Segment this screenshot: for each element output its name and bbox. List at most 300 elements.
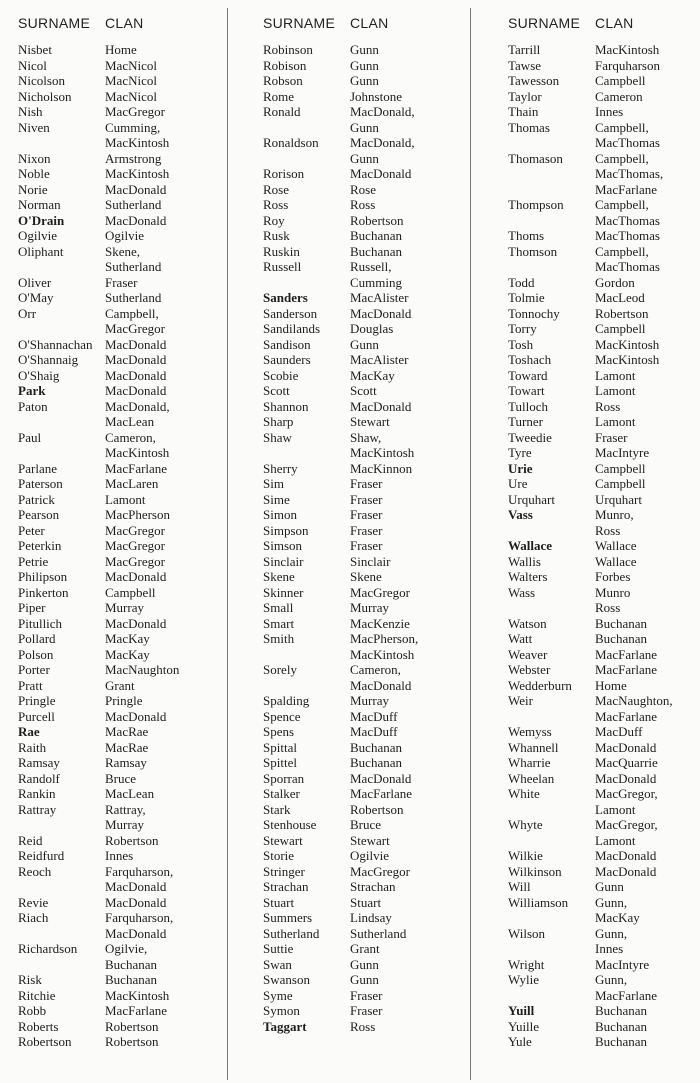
surname-cell: Pringle (18, 693, 56, 708)
clan-cell: MacKay (350, 367, 395, 383)
clan-cell: Strachan (350, 879, 396, 894)
clan-cell: MacAlister (350, 352, 409, 367)
surname-row (508, 445, 698, 461)
surname-row (508, 569, 698, 585)
clan-cell: Armstrong (105, 150, 162, 166)
clan-cell: Campbell, MacThomas, MacFarlane (595, 150, 664, 197)
surname-list (508, 42, 698, 1050)
clan-cell: Innes (105, 848, 134, 863)
clan-cell: MacDonald (105, 367, 167, 383)
surname-cell: Philipson (18, 569, 68, 584)
surname-row (508, 430, 698, 446)
clan-cell: Buchanan (595, 1034, 647, 1049)
surname-row (263, 895, 463, 911)
clan-cell: Murray (105, 600, 144, 615)
surname-row (263, 709, 463, 725)
clan-cell: MacFarlane (105, 460, 168, 476)
surname-row (263, 135, 463, 166)
surname-row (508, 616, 698, 632)
clan-cell: Fraser (595, 429, 628, 445)
clan-cell: Grant (350, 941, 380, 956)
surname-cell: Tweedie (508, 429, 552, 445)
surname-cell: Paton (18, 398, 48, 414)
surname-row (18, 58, 218, 74)
surname-row (18, 197, 218, 213)
surname-row (263, 864, 463, 880)
surname-row (18, 786, 218, 802)
clan-cell: MacDonald (595, 848, 657, 863)
surname-row (18, 461, 218, 477)
surname-cell: Reid (18, 832, 43, 848)
clan-cell: Fraser (350, 507, 383, 522)
surname-row (263, 259, 463, 290)
surname-cell: Summers (263, 910, 313, 925)
clan-cell: MacDonald (105, 181, 167, 197)
clan-cell: MacDonald (595, 739, 657, 755)
clan-cell: Lamont (595, 414, 636, 429)
surname-row (263, 988, 463, 1004)
surname-cell: Spence (263, 708, 301, 724)
clan-cell: MacLaren (105, 476, 159, 491)
surname-cell: Oliver (18, 274, 52, 290)
surname-row (18, 709, 218, 725)
surname-row (508, 244, 698, 275)
surname-row (18, 507, 218, 523)
surname-cell: Pratt (18, 677, 43, 693)
surname-cell: Towart (508, 383, 545, 398)
surname-cell: Ross (263, 197, 289, 212)
surname-row (18, 833, 218, 849)
surname-cell: Spittal (263, 739, 297, 755)
surname-list (263, 42, 463, 1034)
surname-row (18, 430, 218, 461)
clan-cell: MacKay (105, 631, 150, 646)
surname-row (18, 352, 218, 368)
surname-row (508, 879, 698, 895)
surname-row (18, 631, 218, 647)
clan-cell: Ramsay (105, 755, 147, 770)
surname-cell: Spens (263, 724, 295, 739)
clan-cell: MacDonald (350, 770, 412, 786)
clan-cell: Gunn (350, 42, 379, 57)
surname-row (18, 337, 218, 353)
surname-cell: Tarrill (508, 42, 541, 57)
clan-cell: Skene, Sutherland (105, 243, 162, 274)
surname-cell: Rose (263, 181, 289, 197)
clan-cell: MacNaughton (105, 662, 180, 677)
surname-cell: Paul (18, 429, 42, 445)
clan-cell: Russell, Cumming (350, 259, 403, 290)
surname-row (18, 213, 218, 229)
surname-cell: Petrie (18, 553, 49, 569)
surname-row (263, 244, 463, 260)
surname-cell: Stark (263, 801, 291, 817)
surname-cell: O'May (18, 290, 54, 305)
surname-header: SURNAME (18, 15, 91, 31)
clan-cell: MacDonald (105, 383, 167, 398)
surname-cell: Randolf (18, 770, 60, 786)
clan-cell: Sutherland (350, 925, 407, 941)
column-divider (470, 8, 471, 1080)
surname-row (18, 693, 218, 709)
surname-cell: Todd (508, 274, 535, 290)
surname-cell: Paterson (18, 476, 63, 491)
clan-cell: Innes (595, 104, 624, 119)
surname-cell: Parlane (18, 460, 57, 476)
surname-cell: Saunders (263, 352, 311, 367)
surname-cell: Tawesson (508, 73, 560, 88)
surname-cell: Robb (18, 1003, 47, 1018)
surname-cell: Rankin (18, 786, 56, 801)
surname-cell: Wylie (508, 972, 539, 987)
column-header (18, 15, 218, 35)
surname-row (18, 585, 218, 601)
surname-row (263, 368, 463, 384)
clan-cell: MacDonald (350, 305, 412, 321)
clan-cell: Fraser (350, 1003, 383, 1018)
surname-cell: Sherry (263, 460, 298, 476)
surname-row (263, 182, 463, 198)
surname-cell: Will (508, 879, 531, 894)
surname-cell: Nisbet (18, 42, 52, 57)
surname-cell: Spittel (263, 755, 297, 770)
clan-cell: MacFarlane (105, 1003, 168, 1018)
clan-cell: Buchanan (105, 972, 157, 987)
surname-cell: Ramsay (18, 755, 60, 770)
clan-cell: Ross (595, 398, 621, 414)
surname-cell: Thomas (508, 119, 550, 135)
surname-row (18, 42, 218, 58)
surname-cell: O'Shaig (18, 367, 60, 383)
surname-cell: Niven (18, 119, 50, 135)
surname-row (18, 306, 218, 337)
clan-cell: Campbell, MacThomas (595, 243, 660, 274)
clan-cell: MacThomas (595, 228, 660, 243)
surname-cell: Simpson (263, 522, 309, 538)
surname-cell: Peter (18, 522, 45, 538)
clan-cell: Wallace (595, 538, 637, 553)
clan-cell: Buchanan (595, 615, 647, 631)
surname-cell: Thompson (508, 197, 564, 212)
surname-cell: Revie (18, 894, 49, 910)
surname-cell: Oliphant (18, 243, 64, 259)
surname-row (263, 306, 463, 322)
surname-row (263, 879, 463, 895)
clan-cell: MacGregor, Lamont (595, 817, 658, 848)
clan-cell: Farquharson (595, 57, 660, 73)
clan-cell: Ogilvie, Buchanan (105, 941, 157, 972)
surname-row (263, 523, 463, 539)
clan-cell: MacDuff (350, 724, 398, 739)
clan-cell: Johnstone (350, 88, 402, 104)
surname-row (508, 399, 698, 415)
surname-row (18, 554, 218, 570)
surname-row (263, 399, 463, 415)
clan-cell: MacDonald (595, 770, 657, 786)
column-header (508, 15, 698, 35)
surname-cell: Vass (508, 507, 533, 522)
clan-header: CLAN (350, 15, 389, 31)
clan-cell: MacKintosh (595, 352, 660, 367)
clan-cell: MacDuff (595, 724, 643, 739)
surname-cell: O'Shannachan (18, 336, 93, 352)
clan-cell: Stewart (350, 414, 390, 429)
clan-cell: Gunn (350, 972, 379, 987)
surname-row (508, 693, 698, 724)
clan-cell: MacAlister (350, 290, 409, 305)
surname-cell: Sandison (263, 336, 311, 352)
surname-cell: Scott (263, 383, 290, 398)
clan-cell: MacDonald (105, 615, 167, 631)
surname-row (18, 166, 218, 182)
surname-row (508, 275, 698, 291)
surname-row (18, 73, 218, 89)
surname-cell: Nicol (18, 57, 47, 73)
clan-cell: Gunn (350, 73, 379, 88)
clan-cell: Buchanan (595, 1018, 647, 1034)
clan-cell: Murray (350, 693, 389, 708)
surname-cell: Thomson (508, 243, 558, 259)
surname-row (508, 383, 698, 399)
surname-cell: Whyte (508, 817, 543, 832)
clan-cell: Farquharson, MacDonald (105, 910, 174, 941)
surname-row (18, 228, 218, 244)
clan-cell: Buchanan (350, 228, 402, 243)
clan-cell: Murray (350, 600, 389, 615)
surname-cell: Richardson (18, 941, 78, 956)
surname-row (263, 352, 463, 368)
surname-cell: Thoms (508, 228, 545, 243)
surname-row (508, 538, 698, 554)
surname-cell: Porter (18, 662, 50, 677)
surname-row (18, 89, 218, 105)
surname-row (263, 476, 463, 492)
surname-row (508, 647, 698, 663)
surname-cell: Sanderson (263, 305, 318, 321)
surname-row (508, 864, 698, 880)
surname-cell: Shannon (263, 398, 309, 414)
surname-row (263, 42, 463, 58)
clan-cell: Fraser (350, 491, 383, 507)
surname-row (263, 290, 463, 306)
surname-row (263, 771, 463, 787)
surname-cell: Stringer (263, 863, 305, 879)
clan-cell: Gunn, MacFarlane (595, 972, 658, 1003)
clan-cell: Wallace (595, 553, 637, 569)
surname-cell: Russell (263, 259, 302, 274)
surname-row (508, 476, 698, 492)
surname-row (263, 802, 463, 818)
surname-cell: Skinner (263, 584, 304, 600)
column-header (263, 15, 463, 35)
surname-row (263, 554, 463, 570)
surname-cell: Wilson (508, 925, 546, 941)
surname-row (18, 988, 218, 1004)
surname-row (18, 616, 218, 632)
clan-cell: MacLean (105, 786, 155, 801)
surname-row (18, 569, 218, 585)
surname-cell: Nicolson (18, 73, 65, 88)
surname-cell: Turner (508, 414, 543, 429)
clan-cell: Buchanan (595, 1003, 647, 1018)
surname-row (508, 89, 698, 105)
surname-row (508, 306, 698, 322)
surname-cell: Tonnochy (508, 305, 560, 321)
surname-cell: Stalker (263, 786, 300, 801)
surname-cell: Nixon (18, 150, 51, 166)
surname-cell: Shaw (263, 429, 292, 445)
clan-cell: MacKintosh (105, 166, 170, 181)
clan-cell: Robertson (595, 305, 649, 321)
surname-row (263, 430, 463, 461)
surname-cell: Norie (18, 181, 48, 197)
surname-row (508, 507, 698, 538)
clan-cell: Robertson (350, 801, 404, 817)
surname-cell: Patrick (18, 491, 55, 507)
surname-cell: Stuart (263, 894, 295, 910)
surname-cell: Storie (263, 848, 295, 863)
surname-row (263, 817, 463, 833)
surname-row (508, 321, 698, 337)
clan-cell: MacGregor (105, 538, 165, 553)
surname-cell: Spalding (263, 693, 310, 708)
surname-cell: Robinson (263, 42, 313, 57)
clan-cell: Gordon (595, 274, 635, 290)
clan-cell: MacDonald, Gunn (350, 104, 415, 135)
clan-cell: MacKinnon (350, 460, 413, 476)
surname-cell: Norman (18, 197, 61, 212)
clan-cell: MacKintosh (595, 336, 660, 352)
surname-row (508, 290, 698, 306)
surname-cell: Yuille (508, 1018, 540, 1034)
clan-cell: MacDonald (105, 352, 167, 367)
clan-cell: Campbell (595, 321, 646, 336)
surname-cell: Ronaldson (263, 135, 319, 150)
clan-cell: MacQuarrie (595, 755, 658, 770)
surname-cell: Peterkin (18, 538, 62, 553)
surname-row (263, 383, 463, 399)
surname-cell: Wilkinson (508, 863, 562, 879)
surname-cell: Raith (18, 739, 47, 755)
clan-cell: Cameron, MacKintosh (105, 429, 170, 460)
surname-cell: Sharp (263, 414, 294, 429)
surname-cell: Swan (263, 956, 292, 972)
clan-cell: MacDonald (595, 863, 657, 879)
surname-header: SURNAME (508, 15, 581, 31)
surname-row (508, 957, 698, 973)
surname-cell: White (508, 786, 540, 801)
surname-row (18, 755, 218, 771)
surname-cell: Sandilands (263, 321, 321, 336)
surname-row (18, 120, 218, 151)
surname-row (263, 197, 463, 213)
clan-cell: Cumming, MacKintosh (105, 119, 170, 150)
surname-cell: Sorely (263, 662, 297, 677)
column-divider (227, 8, 228, 1080)
surname-row (263, 848, 463, 864)
surname-cell: Watson (508, 615, 547, 631)
clan-cell: MacNaughton, MacFarlane (595, 693, 673, 724)
surname-row (508, 461, 698, 477)
surname-cell: Wass (508, 584, 536, 600)
clan-cell: MacKintosh (595, 42, 660, 57)
surname-row (263, 693, 463, 709)
surname-row (508, 631, 698, 647)
surname-cell: Rae (18, 724, 40, 739)
clan-cell: Urquhart (595, 491, 642, 507)
clan-cell: Rattray, Murray (105, 801, 146, 832)
clan-cell: MacLeod (595, 290, 645, 305)
surname-cell: Sporran (263, 770, 305, 786)
surname-row (263, 740, 463, 756)
surname-row (18, 492, 218, 508)
surname-cell: Robertson (18, 1034, 72, 1049)
surname-cell: Whannell (508, 739, 559, 755)
surname-cell: Walters (508, 569, 548, 584)
surname-row (508, 724, 698, 740)
surname-cell: Rattray (18, 801, 57, 817)
surname-row (508, 352, 698, 368)
surname-row (263, 600, 463, 616)
surname-cell: Ogilvie (18, 228, 57, 243)
clan-cell: Buchanan (350, 739, 402, 755)
surname-cell: Toward (508, 367, 548, 383)
clan-cell: MacIntyre (595, 445, 650, 460)
clan-cell: MacGregor (350, 863, 410, 879)
clan-cell: Skene (350, 569, 382, 584)
clan-header: CLAN (595, 15, 634, 31)
surname-cell: Risk (18, 972, 42, 987)
clan-cell: Campbell (595, 476, 646, 491)
clan-cell: MacDonald (105, 894, 167, 910)
clan-cell: Fraser (350, 522, 383, 538)
clan-cell: MacDonald (105, 336, 167, 352)
surname-cell: Riach (18, 910, 49, 925)
surname-row (18, 848, 218, 864)
surname-cell: Ure (508, 476, 528, 491)
clan-cell: MacNicol (105, 57, 157, 73)
clan-cell: Ross (350, 1018, 376, 1034)
clan-cell: Robertson (105, 1018, 159, 1034)
clan-cell: MacDuff (350, 708, 398, 724)
surname-cell: Robson (263, 73, 303, 88)
surname-row (18, 399, 218, 430)
surname-cell: Ronald (263, 104, 301, 119)
surname-row (508, 1003, 698, 1019)
clan-cell: Sutherland (105, 290, 162, 305)
surname-row (18, 383, 218, 399)
clan-cell: MacDonald, Gunn (350, 135, 415, 166)
surname-row (18, 275, 218, 291)
surname-cell: Tulloch (508, 398, 548, 414)
clan-cell: MacDonald (350, 166, 412, 181)
surname-cell: Tawse (508, 57, 542, 73)
clan-cell: Robertson (350, 212, 404, 228)
clan-cell: Cameron (595, 88, 643, 104)
surname-row (18, 151, 218, 167)
surname-row (508, 662, 698, 678)
surname-row (508, 228, 698, 244)
surname-cell: Stewart (263, 832, 303, 848)
surname-row (263, 1019, 463, 1035)
surname-cell: Wallace (508, 538, 553, 553)
surname-cell: Rome (263, 88, 295, 104)
surname-row (263, 755, 463, 771)
clan-cell: Munro, Ross (595, 507, 634, 538)
clan-cell: Forbes (595, 569, 631, 584)
surname-cell: Nish (18, 104, 43, 119)
clan-cell: Stewart (350, 832, 390, 848)
